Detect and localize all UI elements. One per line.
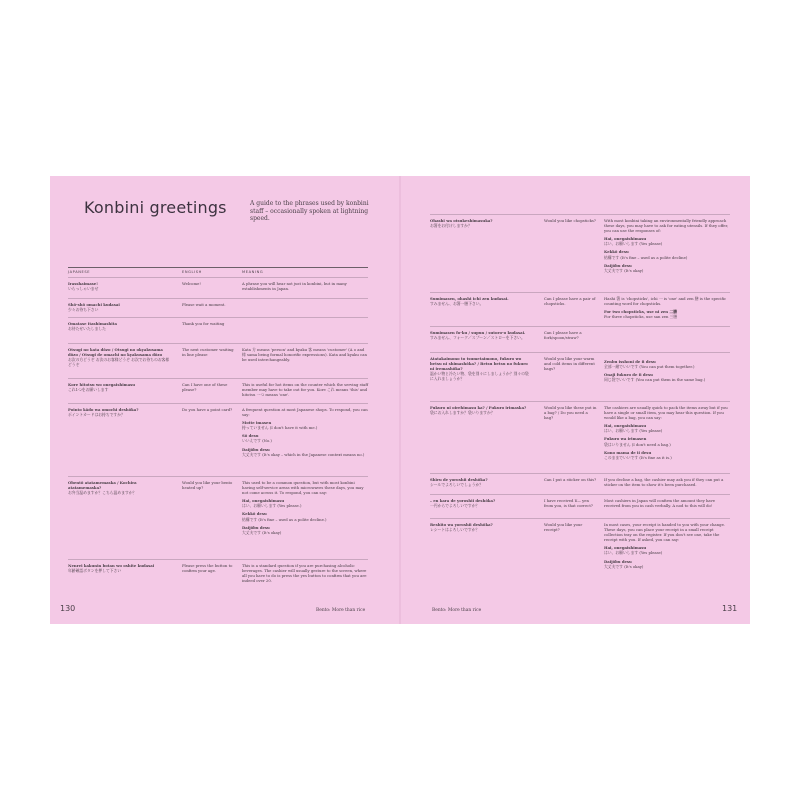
meaning-cell [604, 498, 730, 508]
response-line: はい、お願いします (Yes please) [604, 550, 663, 556]
response-line: 大丈夫です (It's okay) [604, 267, 644, 273]
response-line: 同じ袋でいいです (You can put them in the same bag.) [604, 377, 706, 383]
kana-text: 温かい物と冷たい物、袋を別々にしましょうか？別々の袋に入れましょうか？ [430, 371, 529, 382]
meaning-cell [604, 405, 730, 461]
english-cell: Can I please have a fork/spoon/straw? [544, 330, 582, 341]
meaning-text: This is a standard question if you are purchasing alcoholic beverages. The cashier will usually gesture to the screen, where all you have to do is press the yes button to confirm that you are indeed over 20. [242, 563, 367, 584]
meaning-text: In most cases, your receipt is handed to you with your change. These days, you can place your receipt in a small receipt collection tray on the register. If you don't see one, take the receipt with you. If asked, you can say: [604, 522, 726, 543]
response-line: 結構です (It's fine – used as a polite decline) [604, 254, 688, 260]
response-line: 全部一緒でいいです (You can put them together.) [604, 364, 695, 370]
response-line: Daijōbu desu [604, 262, 632, 268]
row-divider [430, 326, 730, 327]
running-title-left: Bento: More than rice [316, 608, 366, 613]
romaji-text: Sumimasen fo-ku / supun / sutoro-o kudasai. [430, 330, 526, 335]
kana-text: レシートはよろしいですか？ [430, 527, 480, 533]
english-cell: Can I please have a pair of chopsticks. [544, 296, 596, 307]
response-line: Hai, onegaishimasu [604, 545, 647, 551]
response-line: For two chopsticks, use ni zen 二膳 [604, 309, 677, 315]
romaji-text: Ohashi wa otsukeshimasuka? [430, 218, 493, 223]
response-line: Onaji fukuro de ii desu [604, 372, 653, 378]
kana-text: いらっしゃいませ [68, 286, 99, 292]
row-divider [68, 476, 368, 477]
romaji-text: Irasshaimase! [68, 281, 98, 286]
response-line: Motte imasen [242, 420, 272, 426]
meaning-text: Kata 方 means 'person' and kyaku 客 means 'customer' (A o and 様 sama being formal honorific expressions). Kata and kyaku can be used interchangeably. [242, 347, 367, 363]
kana-text: 少々お待ち下さい [68, 307, 99, 313]
english-cell: Can I have one of these please? [182, 382, 228, 393]
page-number-left: 130 [60, 604, 76, 613]
column-header-japanese: JAPANESE [68, 270, 91, 274]
response-line: Daijōbu desu [242, 524, 270, 530]
japanese-cell [68, 302, 170, 313]
kana-text: 袋にお入れしますか？袋いりますか？ [430, 410, 495, 416]
romaji-text: Sumimasen, ohashi ichi zen kudasai. [430, 296, 509, 301]
row-divider [68, 298, 368, 299]
row-divider [430, 292, 730, 293]
romaji-text: Otsugi no kata dōzo / Otsugi no okyakusama dōzo / Otsugi de omachi no kyakusama dōzo [68, 347, 163, 358]
kana-text: シールでよろしいでしょうか？ [430, 482, 484, 488]
english-cell: Would you like chopsticks? [544, 218, 596, 223]
meaning-text: A frequent question at most Japanese shops. To respond, you can say: [242, 407, 368, 418]
kana-text: 一円からでよろしいですか？ [430, 503, 480, 509]
romaji-text: Omatase itashimashita [68, 321, 117, 326]
kana-text: これ1つをお願いします [68, 387, 109, 393]
row-divider [68, 378, 368, 379]
row-divider [430, 214, 730, 215]
response-line: Kekkō desu [242, 511, 267, 517]
romaji-text: Shō-shō omachi kudasai [68, 302, 120, 307]
romaji-text: Reshīto wa yoroshii deshōka? [430, 522, 493, 527]
row-divider [430, 473, 730, 474]
kana-text: お箸をお付けしますか？ [430, 223, 472, 229]
japanese-cell [68, 321, 170, 332]
romaji-text: Shīru de yoroshii deshōka? [430, 477, 488, 482]
response-line: はい、お願いします (Yes please) [604, 241, 663, 247]
kana-text: 年齢確認ボタンを押して下さい [68, 568, 122, 574]
row-divider [430, 352, 730, 353]
kana-text: ポイントカードはお持ちですか？ [68, 412, 125, 418]
response-line: For three chopsticks, use san zen 三膳 [604, 314, 678, 320]
romaji-text: Kore hitotsu wo onegaishimasu [68, 382, 136, 387]
kana-text: お待たせいたしました [68, 326, 106, 332]
kana-text: お次の方どうぞ お次のお客様どうぞ お次でお待ちのお客様どうぞ [68, 357, 170, 368]
romaji-text: Atatakaimono to tsumetaimono, fukuro wo betsu ni shimashōka? / Betsu betsu no fukuro ni iremashōka? [430, 356, 528, 372]
response-line: このままでいいです (It's fine as it is.) [604, 454, 672, 460]
meaning-text: This is useful for hot items on the counter which the serving staff member may have to take out for you. Kore これ means 'this' and hitotsu 一つ means 'one'. [242, 382, 369, 398]
romaji-text: – en kara de yoroshii deshōka? [430, 498, 496, 503]
meaning-cell [242, 563, 368, 583]
english-cell: Can I put a sticker on this? [544, 477, 597, 482]
english-cell: The next customer waiting in line please [182, 347, 234, 358]
page-title: Konbini greetings [84, 198, 227, 217]
column-header-meaning: MEANING [242, 270, 264, 274]
kana-text: お弁当温めますか？こちら温めますか？ [68, 490, 137, 496]
japanese-cell [430, 218, 532, 229]
japanese-cell [430, 477, 532, 488]
row-divider [68, 403, 368, 404]
meaning-cell [604, 522, 730, 570]
meaning-cell [604, 218, 730, 274]
japanese-cell [68, 281, 170, 292]
japanese-cell [430, 498, 532, 509]
book-spread [50, 176, 750, 624]
response-line: 大丈夫です (It's okay) [604, 563, 644, 569]
intro-text: A guide to the phrases used by konbini staff – occasionally spoken at lightning speed. [250, 200, 369, 223]
english-cell: Please wait a moment. [182, 302, 226, 307]
japanese-cell [430, 296, 532, 307]
meaning-text: Most cashiers in Japan will confirm the amount they have received from you in cash verbally. A nod to this will do! [604, 498, 716, 509]
english-cell: Would you like your receipt? [544, 522, 583, 533]
column-header-english: ENGLISH [182, 270, 202, 274]
response-line: Daijōbu desu [604, 558, 632, 564]
page-number-right: 131 [722, 604, 738, 613]
response-line: 大丈夫です (It's okay) [242, 529, 282, 535]
response-line: Hai, onegaishimasu [604, 423, 647, 429]
row-divider [430, 401, 730, 402]
english-cell: Would you like your warm and cold items in different bags? [544, 356, 595, 372]
japanese-cell [430, 522, 532, 533]
meaning-text: This used to be a common question, but with most konbini having self-service areas with microwaves these days, you may not come across it. To respond, you can say: [242, 480, 364, 496]
english-cell: Do you have a point card? [182, 407, 233, 412]
response-line: Sō desu [242, 433, 259, 439]
meaning-cell [604, 356, 730, 384]
row-divider [68, 559, 368, 560]
english-cell: Welcome! [182, 281, 201, 286]
japanese-cell [68, 347, 170, 369]
english-cell: Would you like these put in a bag? / Do you need a bag? [544, 405, 597, 421]
japanese-cell [68, 480, 170, 496]
response-line: Fukuro wa irimasen [604, 436, 647, 442]
japanese-cell [68, 407, 170, 418]
japanese-cell [68, 563, 170, 574]
response-line: Kono mama de ii desu [604, 449, 652, 455]
response-line: 持っていません (I don't have it with me.) [242, 425, 318, 431]
meaning-cell [242, 480, 368, 536]
romaji-text: Pointo kādo wa omochi deshōka? [68, 407, 139, 412]
japanese-cell [68, 382, 170, 393]
meaning-cell [604, 296, 730, 321]
japanese-cell [430, 356, 532, 383]
response-line: Hai, onegaishimasu [242, 498, 285, 504]
meaning-cell [242, 347, 368, 362]
japanese-cell [430, 330, 532, 341]
english-cell: Thank you for waiting [182, 321, 225, 326]
meaning-text: The cashiers are usually quick to pack the items away but if you have a single or small item, you may hear this question. If you would like a bag, you can say: [604, 405, 728, 421]
running-title-right: Bento: More than rice [432, 608, 482, 613]
english-cell: Please press the button to confirm your age. [182, 563, 233, 574]
meaning-cell [242, 407, 368, 458]
header-rule [68, 267, 368, 268]
row-divider [430, 518, 730, 519]
response-line: 袋はいりません (I don't need a bag.) [604, 441, 671, 447]
meaning-text: If you decline a bag, the cashier may ask you if they can put a sticker on the item to show it's been purchased. [604, 477, 724, 488]
gutter [399, 176, 401, 624]
response-line: Hai, onegaishimasu [604, 236, 647, 242]
meaning-cell [242, 281, 368, 291]
meaning-cell [242, 382, 368, 397]
row-divider [68, 343, 368, 344]
meaning-text: A phrase you will hear not just in konbini, but in many establishments in Japan. [242, 281, 347, 292]
row-divider [430, 494, 730, 495]
response-line: Zenbu isshoni de ii desu [604, 359, 656, 364]
response-line: 大丈夫です (It's okay – which in the Japanese context means no.) [242, 451, 365, 457]
meaning-cell [604, 477, 730, 487]
romaji-text: Fukuro ni oirehimasu ka? / Fukuro irimaska? [430, 405, 527, 410]
kana-text: すみません、お箸一膳下さい。 [430, 301, 484, 307]
meaning-text: With most konbini taking an environmentally friendly approach these days, you may have to ask for eating utensils. If they offer, you can use the responses of: [604, 218, 729, 234]
romaji-text: Obentō atatamemaska / Kochira atatamemaska? [68, 480, 137, 491]
row-divider [68, 277, 368, 278]
response-line: Daijōbu desu [242, 446, 270, 452]
meaning-text: Hashi 箸 is 'chopsticks', ichi 一 is 'one' and zen 膳 is the specific counting word for chopsticks. [604, 296, 727, 307]
response-line: はい、お願いします (Yes please) [604, 428, 663, 434]
response-line: Kekkō desu [604, 249, 629, 255]
row-divider [68, 317, 368, 318]
english-cell: I have received ¥— yen from you, is that correct? [544, 498, 593, 509]
response-line: いいえです (No.) [242, 438, 272, 444]
japanese-cell [430, 405, 532, 416]
response-line: はい、お願いします (Yes please.) [242, 503, 302, 509]
romaji-text: Nenrei kakunin botan wo oshite kudasai [68, 563, 155, 568]
english-cell: Would you like your bento heated up? [182, 480, 233, 491]
kana-text: すみません、フォーク／スプーン／ストローを下さい。 [430, 335, 525, 341]
response-line: 結構です (It's fine – used as a polite decline.) [242, 516, 327, 522]
